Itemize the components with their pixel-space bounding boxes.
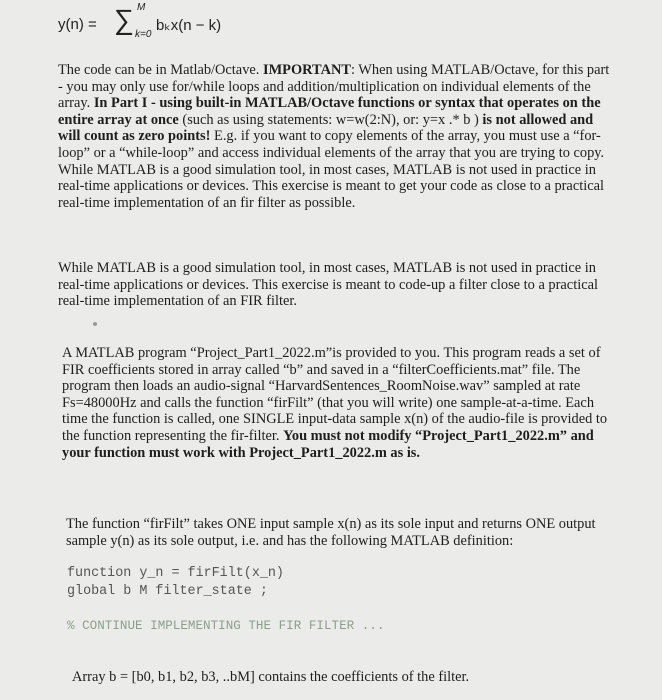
array-description: Array b = [b0, b1, b2, b3, ..bM] contains the coefficients of the filter. xyxy=(72,669,470,685)
p3-text-1: A MATLAB program “Project_Part1_2022.m”is provided to you. This program reads a set of FIR coefficients stored in array called “b” and saved in a “filterCoefficients.mat” file. The program then loads an audio-signal “HarvardSentences_RoomNoise.wav” sampled at rate Fs=48000Hz and calls the function “firFilt” (that you will write) one sample-at-a-time. Each time the function is called, one SINGLE input-data sample x(n) of the audio-file is provided to the function representing the fir-filter. xyxy=(62,345,608,444)
p1-bold-3: is not allowed and will count as zero points! xyxy=(58,111,594,145)
instructions-paragraph xyxy=(58,62,610,211)
code-comment: % CONTINUE IMPLEMENTING THE FIR FILTER ... xyxy=(67,619,385,633)
function-description-paragraph: The function “firFilt” takes ONE input sample x(n) as its sole input and returns ONE output sample y(n) as its sole output, i.e. and has the following MATLAB definition: xyxy=(66,516,596,549)
summation-term: bₖx(n − k) xyxy=(156,17,222,34)
bullet-dot xyxy=(93,322,97,326)
code-line-global: global b M filter_state ; xyxy=(67,584,268,599)
matlab-note-paragraph: While MATLAB is a good simulation tool, in most cases, MATLAB is not used in practice in real-time applications or devices. This exercise is meant to code-up a filter close to a practical real-time implementation of an FIR filter. xyxy=(58,260,598,310)
summation-symbol: ∑ xyxy=(114,4,134,35)
program-description-paragraph xyxy=(62,345,610,461)
p3-bold-1: You must not modify “Project_Part1_2022.m” and your function must work with Project_Part1_2022.m as is. xyxy=(62,427,594,461)
p1-text-1: The code can be in Matlab/Octave. xyxy=(58,62,263,78)
code-line-function: function y_n = firFilt(x_n) xyxy=(67,566,284,581)
p1-text-2: : When using MATLAB/Octave, for this part - you may only use for/while loops and addition/multiplication on individual elements of the array. xyxy=(58,62,610,112)
p1-text-4: E.g. if you want to copy elements of the array, you must use a “for-loop” or a “while-loop” and access individual elements of the array that you are trying to copy. While MATLAB is a good simulation tool, in most cases, MATLAB is not used in practice in real-time applications or devices. This exercise is meant to get your code as close to a practical real-time implementation of an fir filter as possible. xyxy=(58,128,605,211)
p1-text-3: (such as using statements: w=w(2:N), or: y=x .* b ) xyxy=(178,111,483,128)
summation-upper-limit: M xyxy=(137,2,146,13)
formula-lhs: y(n) = xyxy=(58,16,97,33)
summation-lower-limit: k=0 xyxy=(135,29,152,40)
p1-bold-1: IMPORTANT xyxy=(262,62,351,78)
p1-bold-2: In Part I - using built-in MATLAB/Octave functions or syntax that operates on the entire array at once xyxy=(58,95,601,128)
